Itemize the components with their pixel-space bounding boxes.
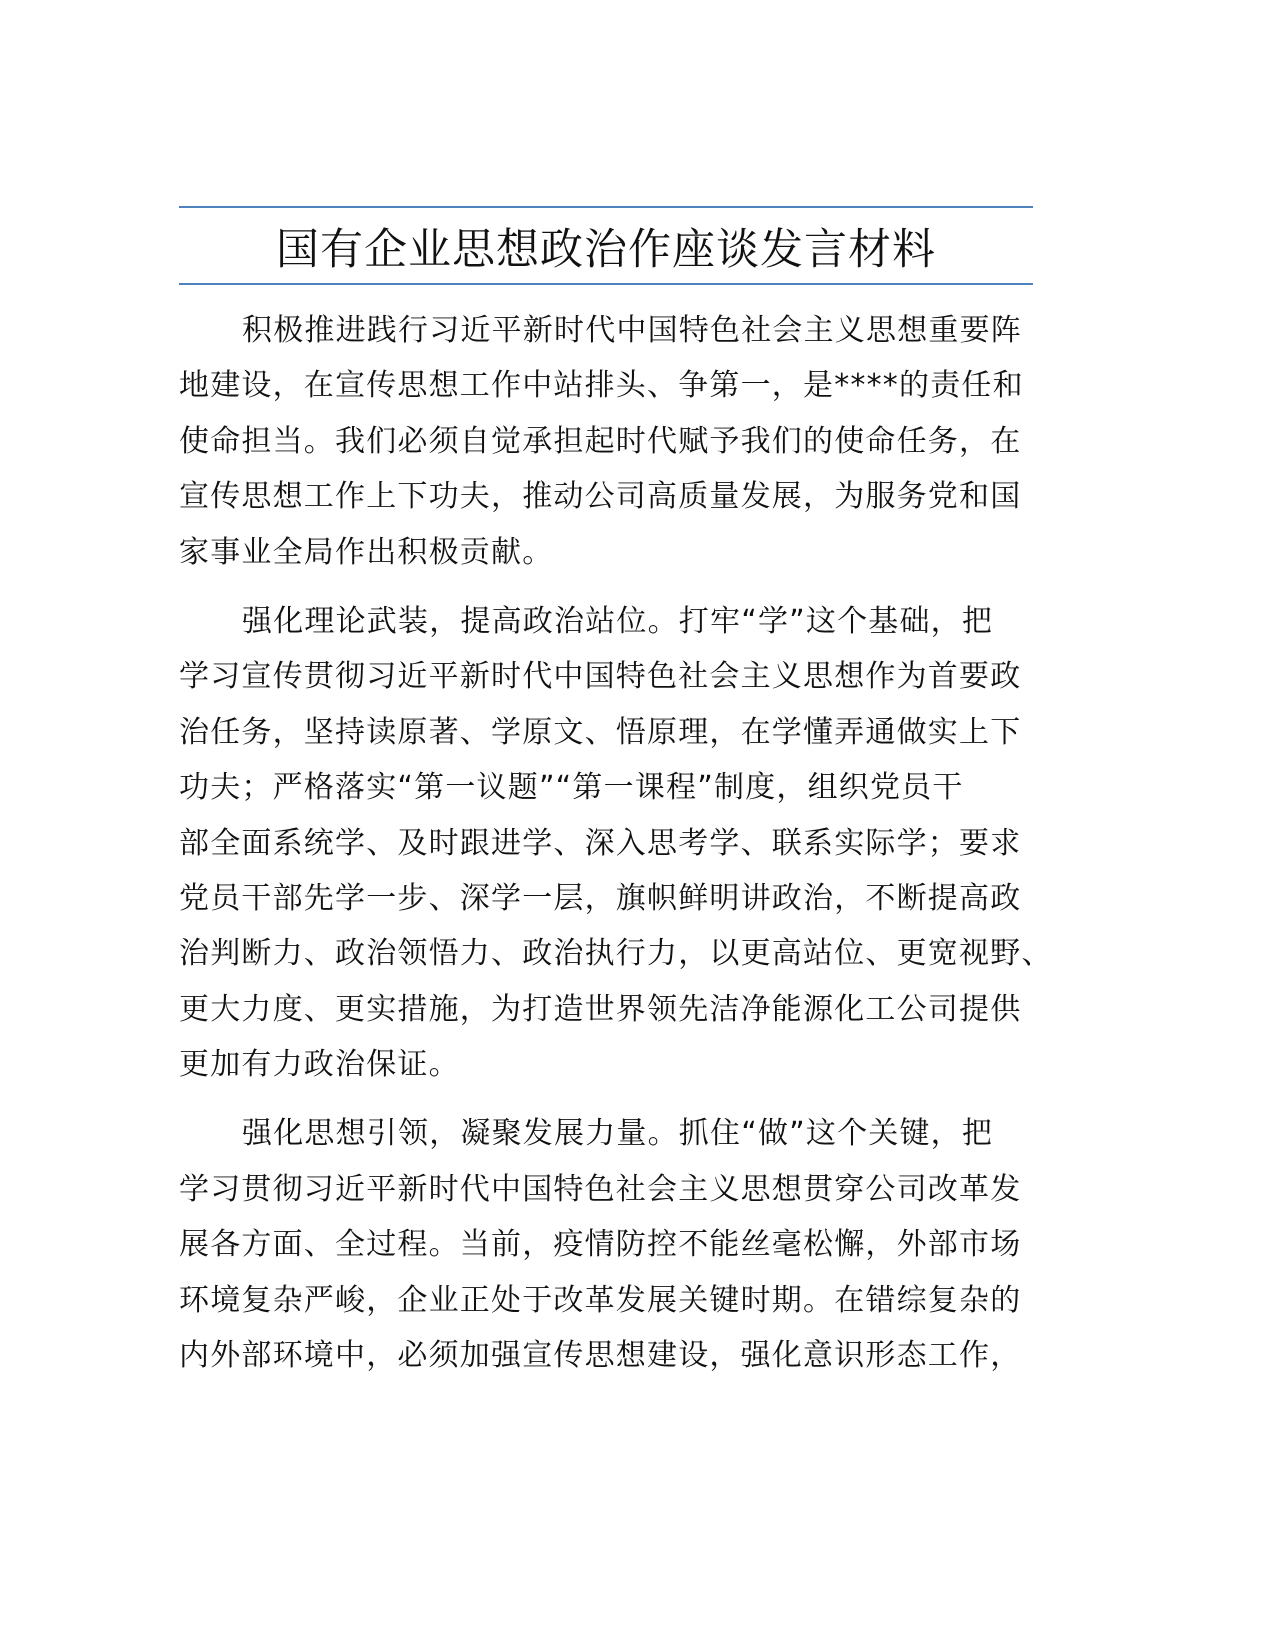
- paragraph-line: 治任务，坚持读原著、学原文、悟原理，在学懂弄通做实上下: [179, 714, 1022, 750]
- paragraph-line: 家事业全局作出积极贡献。: [179, 534, 554, 570]
- paragraph-line: 内外部环境中，必须加强宣传思想建设，强化意识形态工作，: [179, 1338, 1022, 1374]
- paragraph-line: 强化思想引领，凝聚发展力量。抓住“做”这个关键，把: [242, 1116, 994, 1152]
- paragraph-line: 展各方面、全过程。当前，疫情防控不能丝毫松懈，外部市场: [179, 1227, 1022, 1263]
- paragraph-line: 学习贯彻习近平新时代中国特色社会主义思想贯穿公司改革发: [179, 1171, 1022, 1207]
- document-title: 国有企业思想政治作座谈发言材料: [276, 225, 936, 275]
- title-bottom-rule: [179, 283, 1033, 285]
- paragraph-line: 更大力度、更实措施，为打造世界领先洁净能源化工公司提供: [179, 991, 1022, 1027]
- paragraph: [179, 1106, 1059, 1383]
- paragraph-line: 地建设，在宣传思想工作中站排头、争第一，是****的责任和: [179, 368, 1024, 404]
- document-body: [179, 303, 1059, 1397]
- paragraph: [179, 303, 1059, 580]
- title-top-rule: [179, 206, 1033, 208]
- paragraph-line: 环境复杂严峻，企业正处于改革发展关键时期。在错综复杂的: [179, 1282, 1022, 1318]
- paragraph-line: 强化理论武装，提高政治站位。打牢“学”这个基础，把: [242, 603, 994, 639]
- paragraph-line: 部全面系统学、及时跟进学、深入思考学、联系实际学；要求: [179, 825, 1022, 861]
- paragraph-line: 治判断力、政治领悟力、政治执行力，以更高站位、更宽视野、: [179, 936, 1053, 972]
- paragraph-line: 使命担当。我们必须自觉承担起时代赋予我们的使命任务，在: [179, 423, 1022, 459]
- paragraph-line: 宣传思想工作上下功夫，推动公司高质量发展，为服务党和国: [179, 479, 1022, 515]
- paragraph-line: 功夫；严格落实“第一议题”“第一课程”制度，组织党员干: [179, 770, 964, 806]
- paragraph-line: 党员干部先学一步、深学一层，旗帜鲜明讲政治，不断提高政: [179, 880, 1022, 916]
- paragraph-line: 更加有力政治保证。: [179, 1047, 460, 1083]
- paragraph: [179, 594, 1059, 1093]
- paragraph-line: 学习宣传贯彻习近平新时代中国特色社会主义思想作为首要政: [179, 659, 1022, 695]
- paragraph-line: 积极推进践行习近平新时代中国特色社会主义思想重要阵: [242, 313, 1022, 348]
